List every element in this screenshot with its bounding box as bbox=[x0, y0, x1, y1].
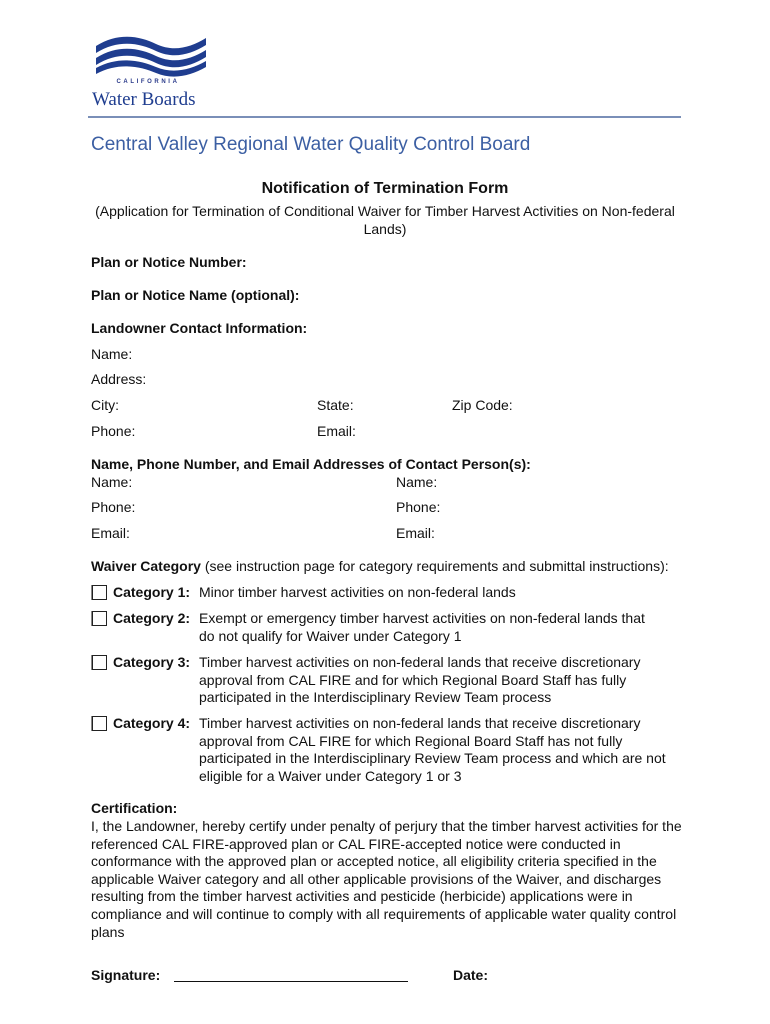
landowner-city-label: City: bbox=[91, 397, 119, 413]
logo-name-text: Water Boards bbox=[92, 89, 196, 110]
signature-label: Signature: bbox=[91, 967, 161, 983]
contact2-email-label: Email: bbox=[396, 525, 435, 541]
contact1-name-label: Name: bbox=[91, 474, 133, 490]
category-4-text: Timber harvest activities on non-federal lands that receive discretionary approval from CAL FIRE for which Regional Board Staff has not fully participated in the Interdisciplinary Review Team process and which are not eligible for a Waiver under Category 1 or 3 bbox=[199, 715, 666, 784]
category-3-label: Category 3: bbox=[113, 654, 191, 670]
contacts-heading: Name, Phone Number, and Email Addresses of Contact Person(s): bbox=[91, 456, 531, 472]
category-2-text: Exempt or emergency timber harvest activities on non-federal lands that do not qualify for Waiver under Category 1 bbox=[199, 610, 645, 644]
contact1-email-label: Email: bbox=[91, 525, 130, 541]
header-divider bbox=[88, 116, 681, 118]
landowner-phone-label: Phone: bbox=[91, 423, 136, 439]
wave-logo-icon bbox=[88, 34, 213, 82]
plan-name-label: Plan or Notice Name (optional): bbox=[91, 287, 300, 303]
date-label: Date: bbox=[453, 967, 489, 983]
waiver-category-label: Waiver Category bbox=[91, 558, 201, 574]
waiver-category-line bbox=[91, 558, 669, 574]
landowner-name-label: Name: bbox=[91, 346, 133, 362]
contact1-phone-label: Phone: bbox=[91, 499, 136, 515]
landowner-address-label: Address: bbox=[91, 371, 147, 387]
signature-line[interactable] bbox=[174, 981, 408, 982]
water-boards-logo bbox=[88, 34, 213, 110]
landowner-email-label: Email: bbox=[317, 423, 356, 439]
category-1-text: Minor timber harvest activities on non-federal lands bbox=[199, 584, 516, 600]
landowner-heading: Landowner Contact Information: bbox=[91, 320, 308, 336]
category-2-label: Category 2: bbox=[113, 610, 191, 626]
category-2-checkbox[interactable] bbox=[92, 611, 107, 626]
contact2-name-label: Name: bbox=[396, 474, 438, 490]
category-4-label: Category 4: bbox=[113, 715, 191, 731]
plan-number-label: Plan or Notice Number: bbox=[91, 254, 247, 270]
category-1-checkbox[interactable] bbox=[92, 585, 107, 600]
landowner-zip-label: Zip Code: bbox=[452, 397, 513, 413]
category-3-checkbox[interactable] bbox=[92, 655, 107, 670]
category-3-text: Timber harvest activities on non-federal lands that receive discretionary approval from CAL FIRE and for which Regional Board Staff has fully participated in the Interdisciplinary Review Team process bbox=[199, 654, 641, 705]
certification-text: I, the Landowner, hereby certify under penalty of perjury that the timber harvest activities for the referenced CAL FIRE-approved plan or CAL FIRE-accepted notice were conducted in conformance with the approved plan or accepted notice, all eligibility criteria specified in the applicable Waiver category and all other applicable provisions of the Waiver, and discharges resulting from the timber harvest activities and pesticide (herbicide) applications were in compliance and will continue to comply with all requirements of applicable water quality control plans bbox=[91, 818, 682, 940]
contact2-phone-label: Phone: bbox=[396, 499, 441, 515]
board-name: Central Valley Regional Water Quality Control Board bbox=[91, 134, 531, 155]
logo-state-text: CALIFORNIA bbox=[116, 79, 180, 85]
waiver-category-note: (see instruction page for category requirements and submittal instructions): bbox=[200, 558, 669, 574]
form-subtitle: (Application for Termination of Conditional Waiver for Timber Harvest Activities on Non-federal Lands) bbox=[95, 203, 675, 237]
category-4-checkbox[interactable] bbox=[92, 716, 107, 731]
landowner-state-label: State: bbox=[317, 397, 354, 413]
category-1-label: Category 1: bbox=[113, 584, 191, 600]
certification-heading: Certification: bbox=[91, 800, 178, 816]
form-title: Notification of Termination Form bbox=[261, 180, 509, 197]
